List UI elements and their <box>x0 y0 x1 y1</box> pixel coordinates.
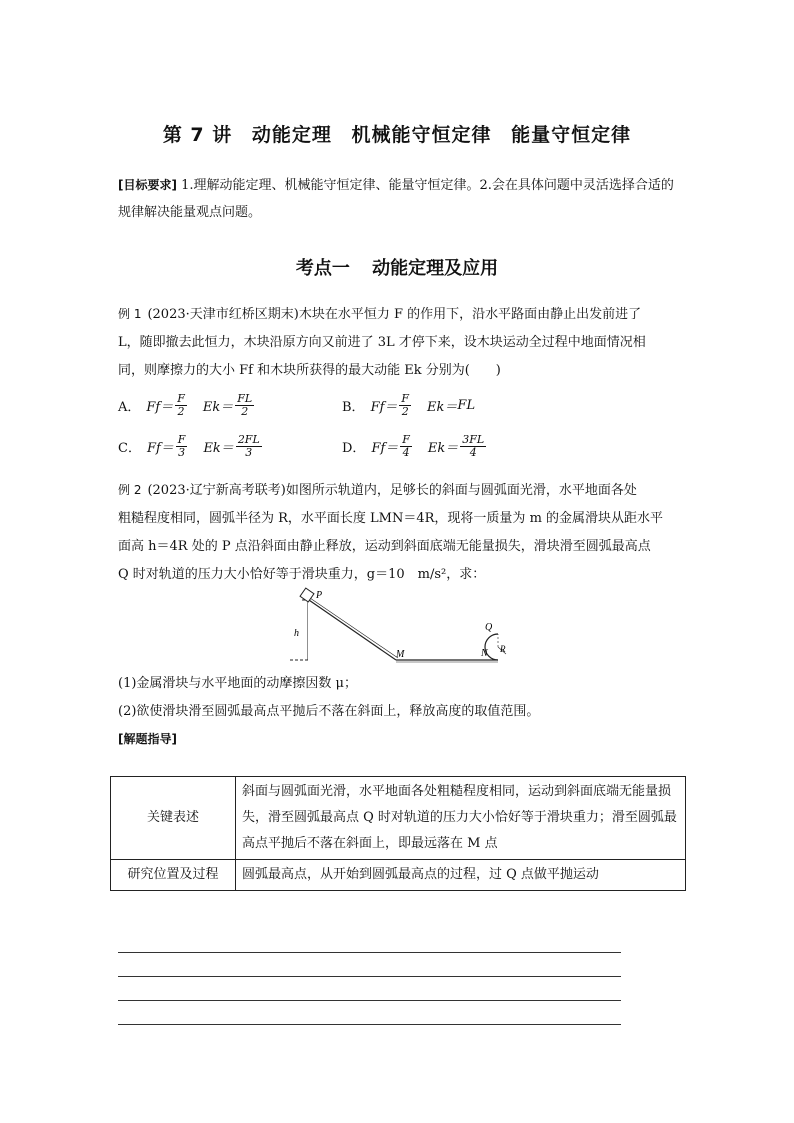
example-2-line-4: Q 时对轨道的压力大小恰好等于滑块重力，g＝10 m/s²，求： <box>118 567 486 582</box>
row-value: 圆弧最高点，从开始到圆弧最高点的过程，过 Q 点做平抛运动 <box>236 860 686 891</box>
ek-label: Ek＝ <box>427 400 458 415</box>
fraction-numerator: F <box>177 433 186 446</box>
example-1-line-2: L，随即撤去此恒力，木块沿原方向又前进了 3L 才停下来，设木块运动全过程中地面情况相 <box>118 335 646 350</box>
ek-label: Ek＝ <box>427 441 459 456</box>
option-c-ek-fraction <box>236 434 262 459</box>
option-b-ek-value: FL <box>457 398 476 413</box>
option-a-ff-fraction <box>175 393 187 418</box>
option-c[interactable] <box>118 434 264 459</box>
ff-label: Ff＝ <box>371 441 399 456</box>
ek-label: Ek＝ <box>203 441 234 456</box>
fraction-denominator: 4 <box>402 446 410 459</box>
fraction-denominator: 2 <box>401 405 409 418</box>
example-2-questions <box>118 670 680 726</box>
option-d-letter: D． <box>342 441 366 456</box>
label-p: P <box>316 590 323 601</box>
example-1-line-1 <box>118 300 680 329</box>
learning-goal <box>118 172 680 226</box>
goal-text: 1.理解动能定理、机械能守恒定律、能量守恒定律。2.会在具体问题中灵活选择合适的规律解决能量观点问题。 <box>118 178 674 220</box>
fraction-numerator: F <box>177 392 185 405</box>
label-r: R <box>500 644 506 654</box>
example-1-line-1-text: 木块在水平恒力 F 的作用下，沿水平路面由静止出发前进了 <box>298 307 642 322</box>
label-q: Q <box>485 622 493 633</box>
example-1-label: 例 1 <box>118 307 142 321</box>
example-2-source: (2023·辽宁新高考联考) <box>147 483 286 498</box>
option-d-ff-fraction <box>400 434 412 459</box>
solution-guide-heading: [解题指导] <box>118 732 177 746</box>
label-h: h <box>294 628 299 639</box>
fraction-numerator: F <box>401 392 410 405</box>
fraction-numerator: 3FL <box>462 433 485 446</box>
answer-line[interactable] <box>118 952 621 953</box>
option-a-letter: A． <box>118 400 141 415</box>
option-a[interactable] <box>118 393 256 418</box>
fraction-numerator: F <box>402 433 410 446</box>
example-2-stem <box>118 476 680 589</box>
option-c-letter: C． <box>118 441 141 456</box>
question-1: (1)金属滑块与水平地面的动摩擦因数 μ； <box>118 676 357 691</box>
label-n: N <box>481 648 488 659</box>
answer-line[interactable] <box>118 1024 621 1025</box>
option-b[interactable] <box>342 393 475 418</box>
goal-tag: [目标要求] <box>118 178 177 192</box>
section-heading <box>0 254 794 280</box>
option-d[interactable] <box>342 434 488 459</box>
fraction-denominator: 3 <box>245 446 253 459</box>
title-topic-1: 动能定理 <box>251 124 332 146</box>
fraction-denominator: 3 <box>178 446 186 459</box>
guide-table <box>110 776 686 891</box>
page-title <box>0 120 794 147</box>
option-b-ff-fraction <box>399 393 411 418</box>
option-c-ff-fraction <box>176 434 188 459</box>
answer-line[interactable] <box>118 1000 621 1001</box>
lecture-number: 第 7 讲 <box>162 124 233 146</box>
table-row <box>111 860 686 891</box>
section-name: 动能定理及应用 <box>372 258 499 279</box>
label-m: M <box>396 649 405 660</box>
example-1-stem <box>118 300 680 385</box>
example-2-label: 例 2 <box>118 483 142 497</box>
option-b-letter: B． <box>342 400 365 415</box>
ff-label: Ff＝ <box>370 400 398 415</box>
row-key: 研究位置及过程 <box>111 860 236 891</box>
example-2-line-3: 面高 h＝4R 处的 P 点沿斜面由静止释放，运动到斜面底端无能量损失，滑块滑至圆弧最高点 <box>118 539 651 554</box>
example-2-line-1-text: 如图所示轨道内，足够长的斜面与圆弧面光滑，水平地面各处 <box>285 483 637 498</box>
option-d-ek-fraction <box>460 434 486 459</box>
fraction-numerator: 2FL <box>237 433 260 446</box>
example-2-line-2: 粗糙程度相同，圆弧半径为 R，水平面长度 LMN＝4R，现将一质量为 m 的金属滑块从距水平 <box>118 511 664 526</box>
row-value: 斜面与圆弧面光滑，水平地面各处粗糙程度相同，运动到斜面底端无能量损失，滑至圆弧最高点 Q 时对轨道的压力大小恰好等于滑块重力；滑至圆弧最高点平抛后不落在斜面上，即最远落在 M 点 <box>236 777 686 860</box>
ff-label: Ff＝ <box>146 400 174 415</box>
title-topic-2: 机械能守恒定律 <box>351 124 492 146</box>
row-key: 关键表述 <box>111 777 236 860</box>
table-row <box>111 777 686 860</box>
fraction-denominator: 2 <box>241 405 249 418</box>
fraction-denominator: 2 <box>177 405 185 418</box>
ek-label: Ek＝ <box>202 400 234 415</box>
answer-line[interactable] <box>118 976 621 977</box>
fraction-denominator: 4 <box>469 446 477 459</box>
example-1-line-3: 同，则摩擦力的大小 Ff 和木块所获得的最大动能 Ek 分别为( ) <box>118 363 501 378</box>
ff-label: Ff＝ <box>146 441 174 456</box>
option-a-ek-fraction <box>235 393 254 418</box>
fraction-numerator: FL <box>237 392 253 405</box>
example-2-line-1 <box>118 476 680 505</box>
question-2: (2)欲使滑块滑至圆弧最高点平抛后不落在斜面上，释放高度的取值范围。 <box>118 704 540 719</box>
title-topic-3: 能量守恒定律 <box>511 124 632 146</box>
section-label: 考点一 <box>295 258 350 279</box>
track-diagram <box>280 586 520 666</box>
example-1-source: (2023·天津市红桥区期末) <box>147 307 299 322</box>
